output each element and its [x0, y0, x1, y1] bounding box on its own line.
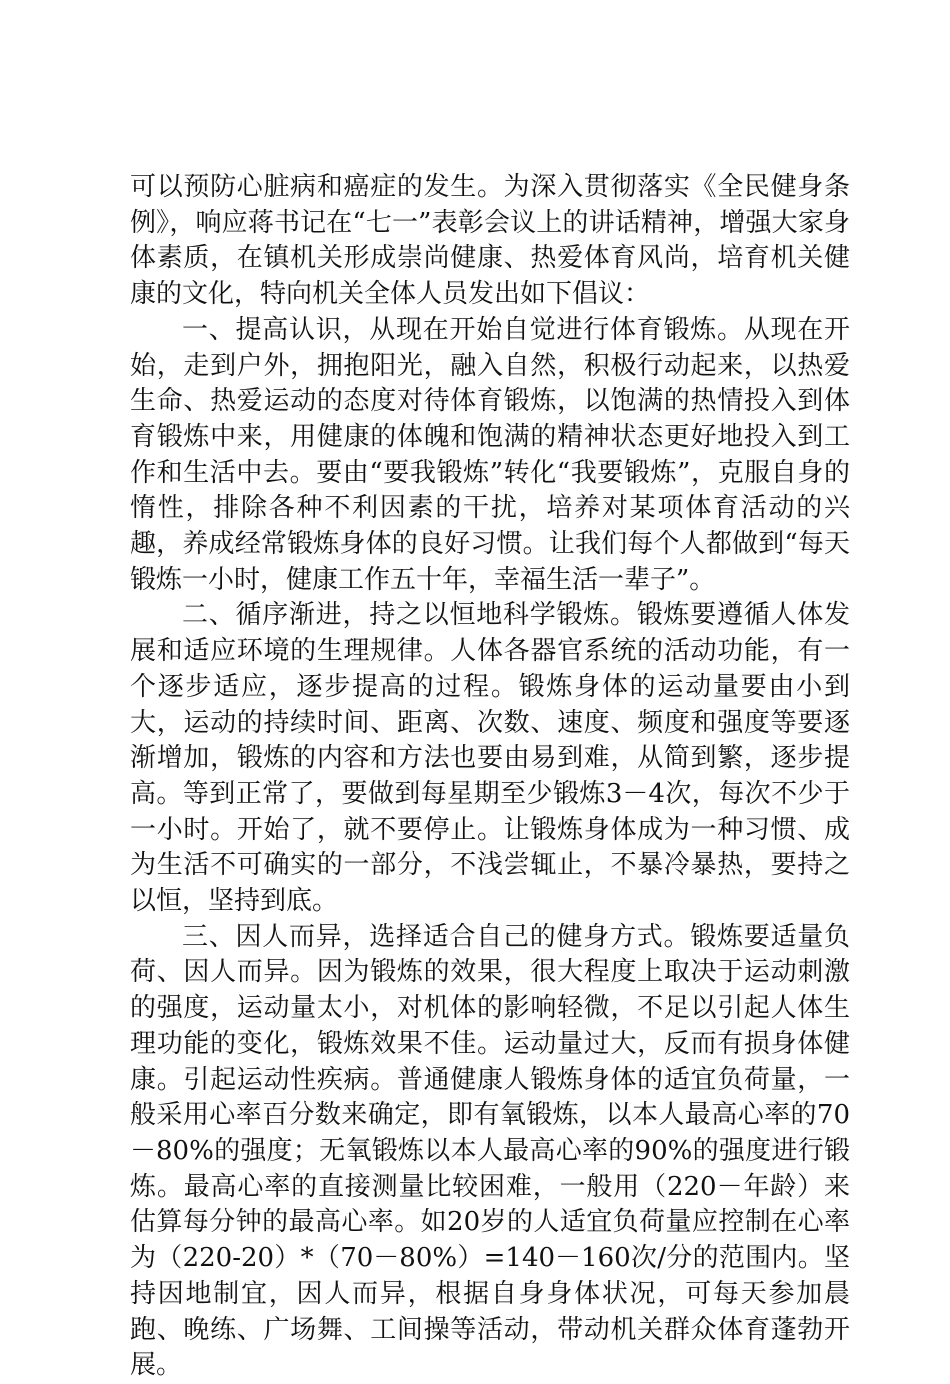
paragraph-proposal-1: 一、提高认识，从现在开始自觉进行体育锻炼。从现在开始，走到户外，拥抱阳光，融入自然，积极行动起来，以热爱生命、热爱运动的态度对待体育锻炼，以饱满的热情投入到体育锻炼中来，用健康的体魄和饱满的精神状态更好地投入到工作和生活中去。要由“要我锻炼”转化“我要锻炼”，克服自身的惰性，排除各种不利因素的干扰，培养对某项体育活动的兴趣，养成经常锻炼身体的良好习惯。让我们每个人都做到“每天锻炼一小时，健康工作五十年，幸福生活一辈子”。	[130, 314, 850, 595]
document-body	[130, 170, 850, 1384]
paragraph-proposal-2: 二、循序渐进，持之以恒地科学锻炼。锻炼要遵循人体发展和适应环境的生理规律。人体各器官系统的活动功能，有一个逐步适应，逐步提高的过程。锻炼身体的运动量要由小到大，运动的持续时间、距离、次数、速度、频度和强度等要逐渐增加，锻炼的内容和方法也要由易到难，从简到繁，逐步提高。等到正常了，要做到每星期至少锻炼3－4次，每次不少于一小时。开始了，就不要停止。让锻炼身体成为一种习惯、成为生活不可确实的一部分，不浅尝辄止，不暴冷暴热，要持之以恒，坚持到底。	[130, 600, 850, 917]
paragraph-intro-continued: 可以预防心脏病和癌症的发生。为深入贯彻落实《全民健身条例》，响应蒋书记在“七一”表彰会议上的讲话精神，增强大家身体素质，在镇机关形成崇尚健康、热爱体育风尚，培育机关健康的文化，特向机关全体人员发出如下倡议：	[130, 172, 850, 310]
paragraph-proposal-3: 三、因人而异，选择适合自己的健身方式。锻炼要适量负荷、因人而异。因为锻炼的效果，很大程度上取决于运动刺激的强度，运动量太小，对机体的影响轻微，不足以引起人体生理功能的变化，锻炼效果不佳。运动量过大，反而有损身体健康。引起运动性疾病。普通健康人锻炼身体的适宜负荷量，一般采用心率百分数来确定，即有氧锻炼，以本人最高心率的70－80%的强度；无氧锻炼以本人最高心率的90%的强度进行锻炼。最高心率的直接测量比较困难，一般用（220－年龄）来估算每分钟的最高心率。如20岁的人适宜负荷量应控制在心率为（220-20）*（70－80%）=140－160次/分的范围内。坚持因地制宜，因人而异，根据自身身体状况，可每天参加晨跑、晚练、广场舞、工间操等活动，带动机关群众体育蓬勃开展。	[130, 921, 850, 1381]
